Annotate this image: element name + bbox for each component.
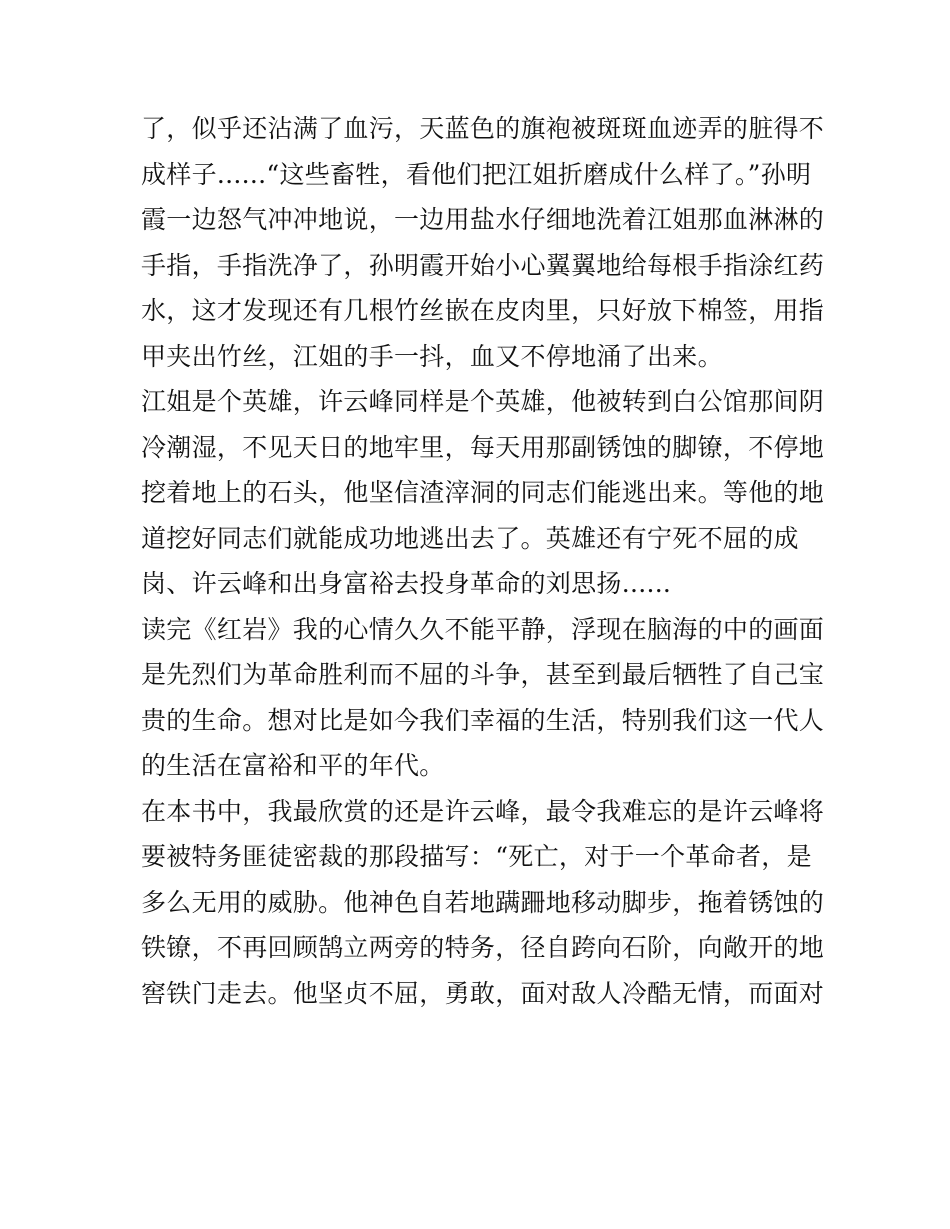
- text-line: 要被特务匪徒密裁的那段描写：“死亡，对于一个革命者，是: [141, 842, 812, 871]
- text-line: 挖着地上的石头，他坚信渣滓洞的同志们能逃出来。等他的地: [141, 478, 825, 507]
- text-line: 岗、许云峰和出身富裕去投身革命的刘思扬......: [141, 569, 672, 598]
- text-line: 水，这才发现还有几根竹丝嵌在皮肉里，只好放下棉签，用指: [141, 296, 825, 325]
- text-line: 江姐是个英雄，许云峰同样是个英雄，他被转到白公馆那间阴: [141, 387, 825, 416]
- text-line: 是先烈们为革命胜利而不屈的斗争，甚至到最后牺牲了自己宝: [141, 660, 825, 689]
- text-line: 道挖好同志们就能成功地逃出去了。英雄还有宁死不屈的成: [141, 523, 799, 553]
- text-line: 冷潮湿，不见天日的地牢里，每天用那副锈蚀的脚镣，不停地: [141, 432, 825, 462]
- text-line: 贵的生命。想对比是如今我们幸福的生活，特别我们这一代人: [141, 705, 825, 735]
- text-line: 霞一边怒气冲冲地说，一边用盐水仔细地洗着江姐那血淋淋的: [141, 205, 825, 234]
- text-line: 铁镣，不再回顾鹄立两旁的特务，径自跨向石阶，向敞开的地: [141, 933, 825, 962]
- text-line: 多么无用的威胁。他神色自若地蹒跚地移动脚步，拖着锈蚀的: [141, 887, 825, 917]
- document-text-body: [141, 106, 825, 1016]
- text-line: 成样子......“这些畜牲，看他们把江姐折磨成什么样了。”孙明: [141, 159, 812, 189]
- text-line: 甲夹出竹丝，江姐的手一抖，血又不停地涌了出来。: [141, 341, 723, 371]
- text-line: 了，似乎还沾满了血污，天蓝色的旗袍被斑斑血迹弄的脏得不: [141, 114, 825, 143]
- text-line: 窖铁门走去。他坚贞不屈，勇敢，面对敌人冷酷无情，而面对: [141, 978, 825, 1008]
- text-line: 的生活在富裕和平的年代。: [141, 751, 445, 780]
- text-line: 在本书中，我最欣赏的还是许云峰，最令我难忘的是许云峰将: [141, 796, 825, 826]
- text-line: 手指，手指洗净了，孙明霞开始小心翼翼地给每根手指涂红药: [141, 250, 825, 280]
- text-line: 读完《红岩》我的心情久久不能平静，浮现在脑海的中的画面: [141, 614, 825, 644]
